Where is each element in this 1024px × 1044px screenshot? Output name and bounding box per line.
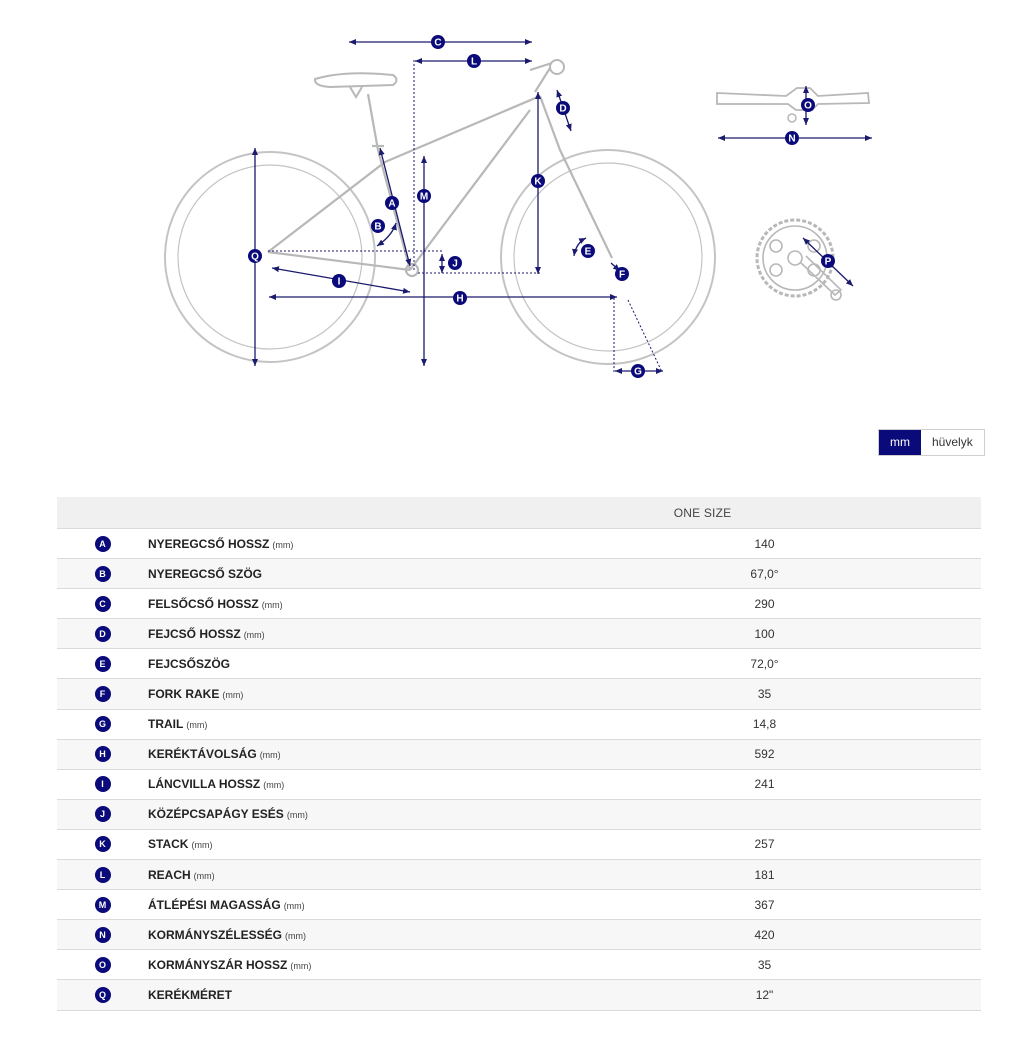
dimension-label: FORK RAKE	[148, 687, 220, 702]
svg-text:H: H	[456, 293, 464, 305]
dimension-unit: (mm)	[285, 930, 307, 941]
table-row	[57, 739, 981, 769]
dimension-badge: D	[95, 626, 111, 642]
dimension-value: 35	[548, 950, 981, 980]
svg-text:C: C	[434, 37, 442, 49]
badge-k	[531, 174, 545, 188]
dimension-label: TRAIL	[148, 717, 184, 732]
row-label-cell	[148, 769, 548, 799]
row-badge-cell	[57, 619, 148, 649]
svg-text:G: G	[634, 366, 642, 378]
svg-text:B: B	[374, 221, 382, 233]
dimension-badge: O	[95, 957, 111, 973]
dimension-value: 367	[548, 890, 981, 920]
row-badge-cell	[57, 529, 148, 559]
row-label-cell	[148, 529, 548, 559]
dimension-value: 100	[548, 619, 981, 649]
table-row	[57, 529, 981, 559]
badge-m	[417, 189, 431, 203]
table-row	[57, 649, 981, 679]
row-badge-cell	[57, 649, 148, 679]
badge-a	[385, 196, 399, 210]
dimension-value: 241	[548, 769, 981, 799]
table-row	[57, 799, 981, 829]
dimension-label: FEJCSŐSZÖG	[148, 656, 231, 671]
dimension-badge: J	[95, 806, 111, 822]
row-label-cell	[148, 860, 548, 890]
badge-o	[801, 98, 815, 112]
svg-text:P: P	[824, 256, 832, 268]
dimension-badge: B	[95, 566, 111, 582]
svg-text:I: I	[337, 276, 341, 288]
row-badge-cell	[57, 950, 148, 980]
row-label-cell	[148, 739, 548, 769]
row-label-cell	[148, 890, 548, 920]
svg-text:D: D	[559, 103, 567, 115]
dimension-unit: (mm)	[263, 780, 285, 791]
dimension-value: 35	[548, 679, 981, 709]
badge-d	[556, 101, 570, 115]
handlebar-figure	[717, 86, 872, 138]
table-header-row	[57, 497, 981, 529]
row-label-cell	[148, 799, 548, 829]
dimension-badge: I	[95, 776, 111, 792]
dimension-value: 72,0°	[548, 649, 981, 679]
table-row	[57, 890, 981, 920]
row-label-cell	[148, 559, 548, 589]
svg-text:O: O	[804, 100, 812, 112]
svg-text:Q: Q	[251, 251, 259, 263]
table-row	[57, 980, 981, 1010]
row-badge-cell	[57, 829, 148, 859]
svg-text:M: M	[419, 191, 429, 203]
row-label-cell	[148, 679, 548, 709]
dimension-value: 290	[548, 589, 981, 619]
dimension-value: 140	[548, 529, 981, 559]
header-label-cell	[148, 497, 548, 529]
table-row	[57, 589, 981, 619]
row-label-cell	[148, 829, 548, 859]
dimension-value: 420	[548, 920, 981, 950]
dimension-label: NYEREGCSŐ HOSSZ	[148, 536, 270, 551]
row-badge-cell	[57, 709, 148, 739]
badge-q	[248, 249, 262, 263]
row-badge-cell	[57, 920, 148, 950]
dimension-value: 257	[548, 829, 981, 859]
row-badge-cell	[57, 860, 148, 890]
dimension-badge: M	[95, 897, 111, 913]
badge-i	[332, 274, 346, 288]
dimension-label: ÁTLÉPÉSI MAGASSÁG	[148, 897, 281, 912]
unit-mm-button[interactable]: mm	[879, 430, 921, 455]
dimension-value: 181	[548, 860, 981, 890]
dimension-badge: E	[95, 656, 111, 672]
dimension-label: KORMÁNYSZÁR HOSSZ	[148, 957, 288, 972]
dimension-badge: A	[95, 536, 111, 552]
svg-text:E: E	[584, 246, 592, 258]
row-label-cell	[148, 589, 548, 619]
badge-h	[453, 291, 467, 305]
bike-geometry-diagram	[0, 0, 1024, 420]
dimension-label: KERÉKMÉRET	[148, 987, 233, 1002]
table-row	[57, 829, 981, 859]
dimension-badge: K	[95, 836, 111, 852]
row-badge-cell	[57, 980, 148, 1010]
table-row	[57, 769, 981, 799]
table-row	[57, 619, 981, 649]
badge-c	[431, 35, 445, 49]
row-badge-cell	[57, 769, 148, 799]
dimension-badge: Q	[95, 987, 111, 1003]
svg-text:N: N	[788, 133, 796, 145]
dimension-label: KERÉKTÁVOLSÁG	[148, 747, 257, 762]
svg-text:A: A	[388, 198, 396, 210]
dimension-unit: (mm)	[222, 690, 244, 701]
row-badge-cell	[57, 679, 148, 709]
row-label-cell	[148, 619, 548, 649]
table-row	[57, 679, 981, 709]
dimension-label: REACH	[148, 867, 191, 882]
dimension-label: NYEREGCSŐ SZÖG	[148, 566, 263, 581]
row-badge-cell	[57, 589, 148, 619]
dimension-label: STACK	[148, 837, 189, 852]
dimension-value: 14,8	[548, 709, 981, 739]
dimension-value: 12"	[548, 980, 981, 1010]
reference-lines	[268, 60, 662, 372]
table-row	[57, 920, 981, 950]
badge-e	[581, 244, 595, 258]
dimension-badge: H	[95, 746, 111, 762]
geometry-table	[57, 497, 981, 1011]
badge-l	[467, 54, 481, 68]
row-label-cell	[148, 920, 548, 950]
dimension-unit: (mm)	[259, 750, 281, 761]
rear-wheel	[165, 152, 375, 362]
dimension-unit: (mm)	[286, 810, 308, 821]
size-column-header: ONE SIZE	[548, 497, 981, 529]
dimension-label: LÁNCVILLA HOSSZ	[148, 777, 261, 792]
row-label-cell	[148, 709, 548, 739]
badge-p	[821, 254, 835, 268]
badge-j	[448, 256, 462, 270]
row-label-cell	[148, 649, 548, 679]
table-row	[57, 559, 981, 589]
row-badge-cell	[57, 559, 148, 589]
svg-text:L: L	[470, 56, 478, 68]
dimension-label: FEJCSŐ HOSSZ	[148, 626, 241, 641]
dimension-badge: F	[95, 686, 111, 702]
dimension-badge: C	[95, 596, 111, 612]
row-badge-cell	[57, 799, 148, 829]
badge-n	[785, 131, 799, 145]
dimension-value	[548, 799, 981, 829]
dimension-unit: (mm)	[272, 539, 294, 550]
saddle	[315, 73, 397, 97]
row-label-cell	[148, 950, 548, 980]
dimension-unit: (mm)	[290, 960, 312, 971]
dimension-label: FELSŐCSŐ HOSSZ	[148, 596, 259, 611]
svg-text:K: K	[534, 176, 542, 188]
badge-f	[615, 267, 629, 281]
badge-b	[371, 219, 385, 233]
dimension-unit: (mm)	[243, 629, 265, 640]
unit-toggle	[878, 429, 985, 456]
badge-g	[631, 364, 645, 378]
dimension-unit: (mm)	[283, 900, 305, 911]
dimension-badge: G	[95, 716, 111, 732]
svg-text:J: J	[452, 258, 458, 270]
dimension-label: KÖZÉPCSAPÁGY ESÉS	[148, 807, 284, 822]
dimension-badge: L	[95, 867, 111, 883]
header-badge-cell	[57, 497, 148, 529]
dimension-value: 67,0°	[548, 559, 981, 589]
dimension-unit: (mm)	[261, 599, 283, 610]
dimension-label: KORMÁNYSZÉLESSÉG	[148, 927, 283, 942]
dimension-unit: (mm)	[191, 840, 213, 851]
svg-text:F: F	[618, 269, 626, 281]
row-badge-cell	[57, 890, 148, 920]
dimension-badge: N	[95, 927, 111, 943]
unit-inch-button[interactable]: hüvelyk	[921, 430, 984, 455]
table-row	[57, 709, 981, 739]
table-row	[57, 950, 981, 980]
dimension-value: 592	[548, 739, 981, 769]
dimension-unit: (mm)	[186, 720, 208, 731]
row-label-cell	[148, 980, 548, 1010]
row-badge-cell	[57, 739, 148, 769]
table-row	[57, 860, 981, 890]
crankset-figure	[757, 220, 853, 300]
dimension-unit: (mm)	[193, 870, 215, 881]
